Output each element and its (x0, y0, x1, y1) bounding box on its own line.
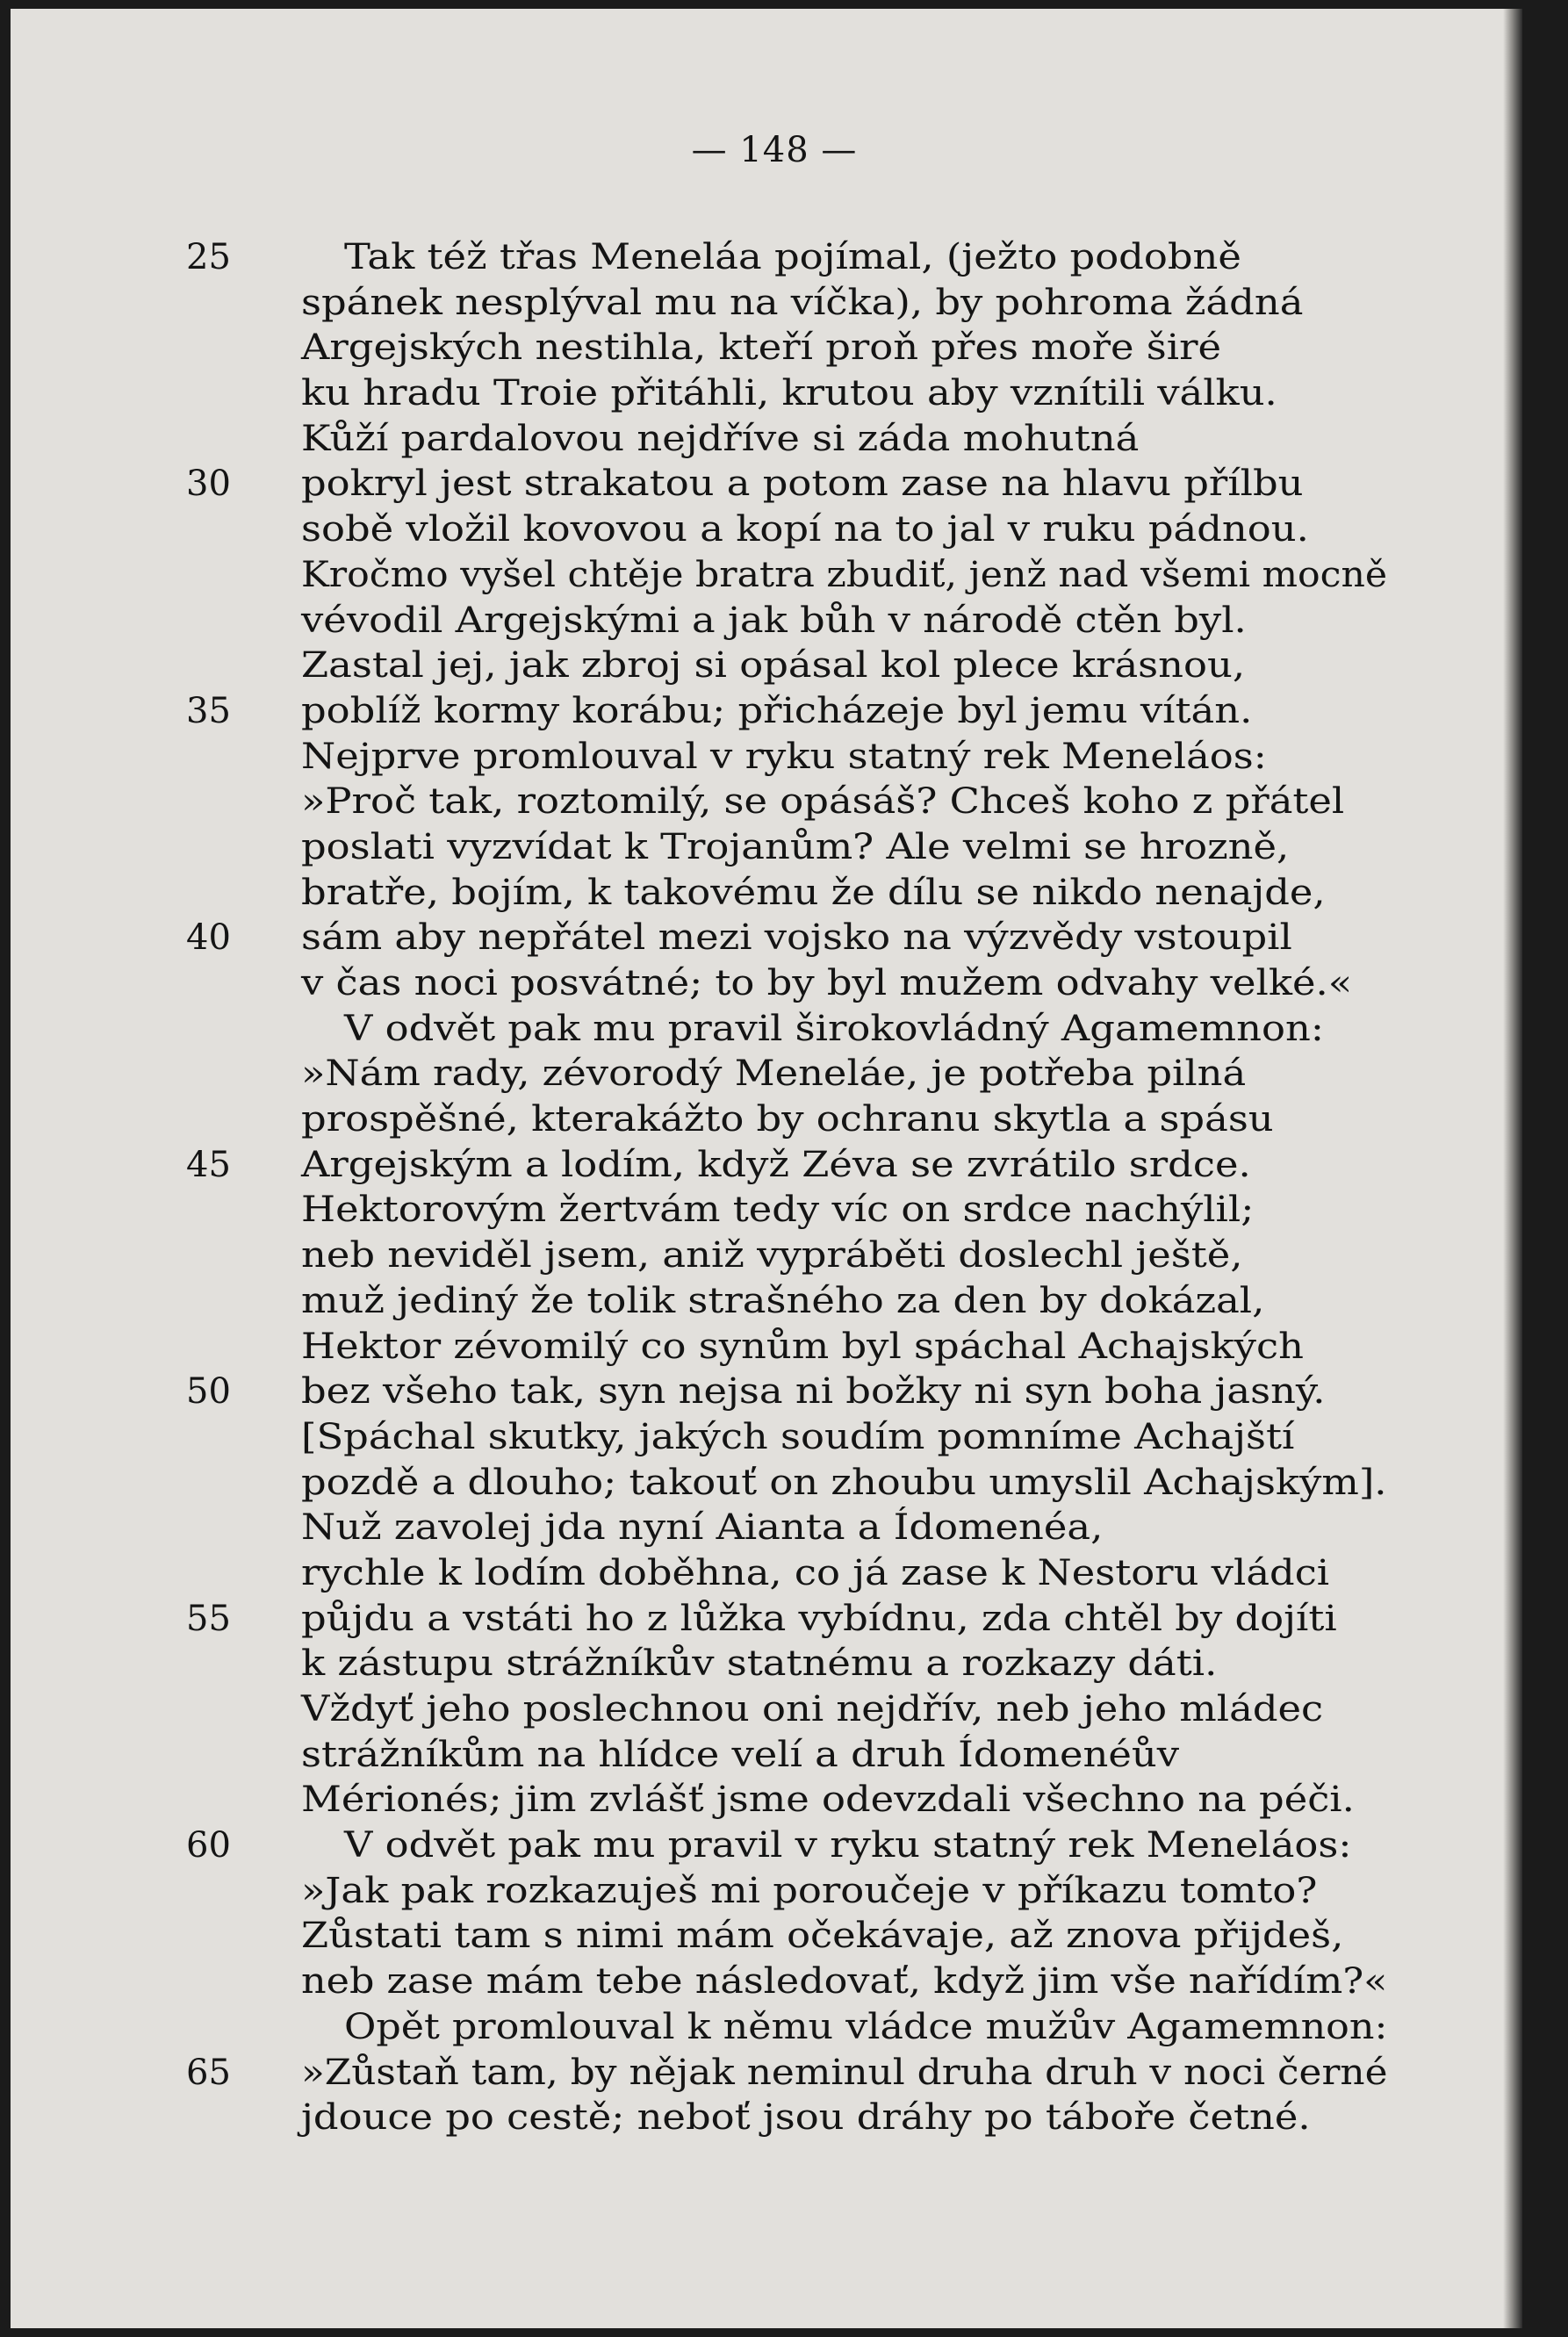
line-text: [Spáchal skutky, jakých soudím pomníme Achajští (301, 1416, 1295, 1457)
line-text: sobě vložil kovovou a kopí na to jal v ruku pádnou. (301, 509, 1309, 550)
verse-line (11, 281, 1522, 327)
verse-line (11, 1869, 1522, 1915)
line-text: Tak též třas Meneláa pojímal, (ježto podobně (344, 237, 1241, 277)
line-text: bratře, bojím, k takovému že dílu se nikdo nenajde, (301, 872, 1326, 913)
verse-line (11, 916, 1522, 961)
line-text: prospěšné, kterakážto by ochranu skytla a spásu (301, 1099, 1274, 1140)
line-text: muž jediný že tolik strašného za den by dokázal, (301, 1280, 1265, 1321)
verse-line (11, 1415, 1522, 1461)
verse-line (11, 417, 1522, 463)
line-text: sám aby nepřátel mezi vojsko na výzvědy vstoupil (301, 917, 1292, 959)
line-text: »Zůstaň tam, by nějak neminul druha druh v noci černé (301, 2052, 1388, 2093)
line-text: Argejským a lodím, když Zéva se zvrátilo srdce. (301, 1144, 1251, 1185)
verse-line (11, 961, 1522, 1007)
line-text: Vždyť jeho poslechnou oni nejdřív, neb jeho mládec (301, 1689, 1324, 1729)
line-text: v čas noci posvátné; to by byl mužem odvahy velké.« (301, 963, 1353, 1003)
verse-line (11, 1687, 1522, 1733)
verse-line (11, 735, 1522, 780)
verse-line (11, 1097, 1522, 1143)
line-text: Hektorovým žertvám tedy víc on srdce nachýlil; (301, 1190, 1255, 1231)
line-text: Kročmo vyšel chtěje bratra zbudiť, jenž nad všemi mocně (301, 554, 1388, 595)
verse-line (11, 1959, 1522, 2005)
verse-line (11, 326, 1522, 371)
line-text: spánek nesplýval mu na víčka), by pohroma žádná (301, 282, 1304, 323)
verse-lines (11, 235, 1522, 2141)
verse-line (11, 1461, 1522, 1506)
line-number: 50 (186, 1371, 231, 1413)
line-text: Zastal jej, jak zbroj si opásal kol plece krásnou, (301, 645, 1246, 687)
line-text: bez všeho tak, syn nejsa ni božky ni syn boha jasný. (301, 1371, 1326, 1413)
line-text: Mérionés; jim zvlášť jsme odevzdali všechno na péči. (301, 1780, 1355, 1821)
verse-line (11, 1778, 1522, 1823)
verse-line (11, 553, 1522, 599)
line-text: Hektor zévomilý co synům byl spáchal Achajských (301, 1326, 1304, 1367)
verse-line (11, 462, 1522, 507)
line-text: Opět promlouval k němu vládce mužův Agamemnon: (344, 2006, 1388, 2047)
line-text: neb neviděl jsem, aniž vypráběti doslechl ještě, (301, 1235, 1243, 1276)
line-number: 55 (186, 1598, 231, 1639)
verse-line (11, 689, 1522, 735)
line-text: pokryl jest strakatou a potom zase na hlavu přílbu (301, 464, 1304, 505)
line-text: »Nám rady, zévorodý Meneláe, je potřeba pilná (301, 1053, 1247, 1095)
verse-line (11, 371, 1522, 417)
verse-line (11, 1052, 1522, 1097)
line-text: »Jak pak rozkazuješ mi poroučeje v příkazu tomto? (301, 1870, 1318, 1911)
line-text: Kůží pardalovou nejdříve si záda mohutná (301, 418, 1140, 459)
verse-line (11, 1188, 1522, 1233)
line-text: půjdu a vstáti ho z lůžka vybídnu, zda chtěl by dojíti (301, 1598, 1337, 1639)
line-number: 30 (186, 464, 231, 505)
verse-line (11, 507, 1522, 553)
line-number: 40 (186, 917, 231, 959)
verse-line (11, 1370, 1522, 1415)
verse-line (11, 1551, 1522, 1597)
line-text: V odvět pak mu pravil v ryku statný rek Meneláos: (344, 1825, 1352, 1866)
verse-line (11, 1007, 1522, 1053)
verse-line (11, 871, 1522, 917)
verse-line (11, 2005, 1522, 2051)
line-text: ku hradu Troie přitáhli, krutou aby vznítili válku. (301, 373, 1277, 414)
verse-line (11, 780, 1522, 825)
line-number: 65 (186, 2052, 231, 2093)
line-text: k zástupu strážníkův statnému a rozkazy dáti. (301, 1643, 1218, 1685)
verse-line (11, 1597, 1522, 1643)
verse-line (11, 2051, 1522, 2096)
line-text: Nuž zavolej jda nyní Aianta a Ídomenéa, (301, 1507, 1104, 1549)
line-number: 45 (186, 1144, 231, 1185)
line-text: V odvět pak mu pravil širokovládný Agamemnon: (344, 1008, 1324, 1049)
line-number: 25 (186, 237, 231, 277)
verse-line (11, 1642, 1522, 1687)
line-text: jdouce po cestě; neboť jsou dráhy po táboře četné. (301, 2097, 1311, 2139)
verse-line (11, 1279, 1522, 1325)
line-text: Nejprve promlouval v ryku statný rek Meneláos: (301, 736, 1267, 777)
verse-line (11, 644, 1522, 689)
verse-line (11, 825, 1522, 871)
line-text: Argejských nestihla, kteří proň přes moře širé (301, 327, 1222, 369)
verse-line (11, 1914, 1522, 1959)
verse-line (11, 1733, 1522, 1779)
verse-line (11, 1143, 1522, 1189)
line-number: 60 (186, 1825, 231, 1866)
line-text: poslati vyzvídat k Trojanům? Ale velmi se hrozně, (301, 826, 1290, 867)
line-text: rychle k lodím doběhna, co já zase k Nestoru vládci (301, 1552, 1330, 1593)
line-text: pozdě a dlouho; takouť on zhoubu umyslil Achajským]. (301, 1462, 1387, 1503)
book-page (11, 9, 1522, 2328)
line-text: »Proč tak, roztomilý, se opásáš? Chceš koho z přátel (301, 781, 1345, 823)
verse-line (11, 1823, 1522, 1869)
verse-line (11, 2096, 1522, 2141)
page-number: — 148 — (691, 130, 858, 170)
verse-line (11, 1506, 1522, 1551)
verse-line (11, 1325, 1522, 1370)
verse-line (11, 1233, 1522, 1279)
line-text: Zůstati tam s nimi mám očekávaje, až znova přijdeš, (301, 1916, 1344, 1957)
line-text: vévodil Argejskými a jak bůh v národě ctěn byl. (301, 600, 1247, 641)
verse-line (11, 599, 1522, 644)
verse-line (11, 235, 1522, 281)
line-text: strážníkům na hlídce velí a druh Ídomenéův (301, 1734, 1180, 1775)
line-text: poblíž kormy korábu; přicházeje byl jemu vítán. (301, 690, 1253, 731)
line-number: 35 (186, 690, 231, 731)
line-text: neb zase mám tebe následovať, když jim vše nařídím?« (301, 1961, 1388, 2003)
